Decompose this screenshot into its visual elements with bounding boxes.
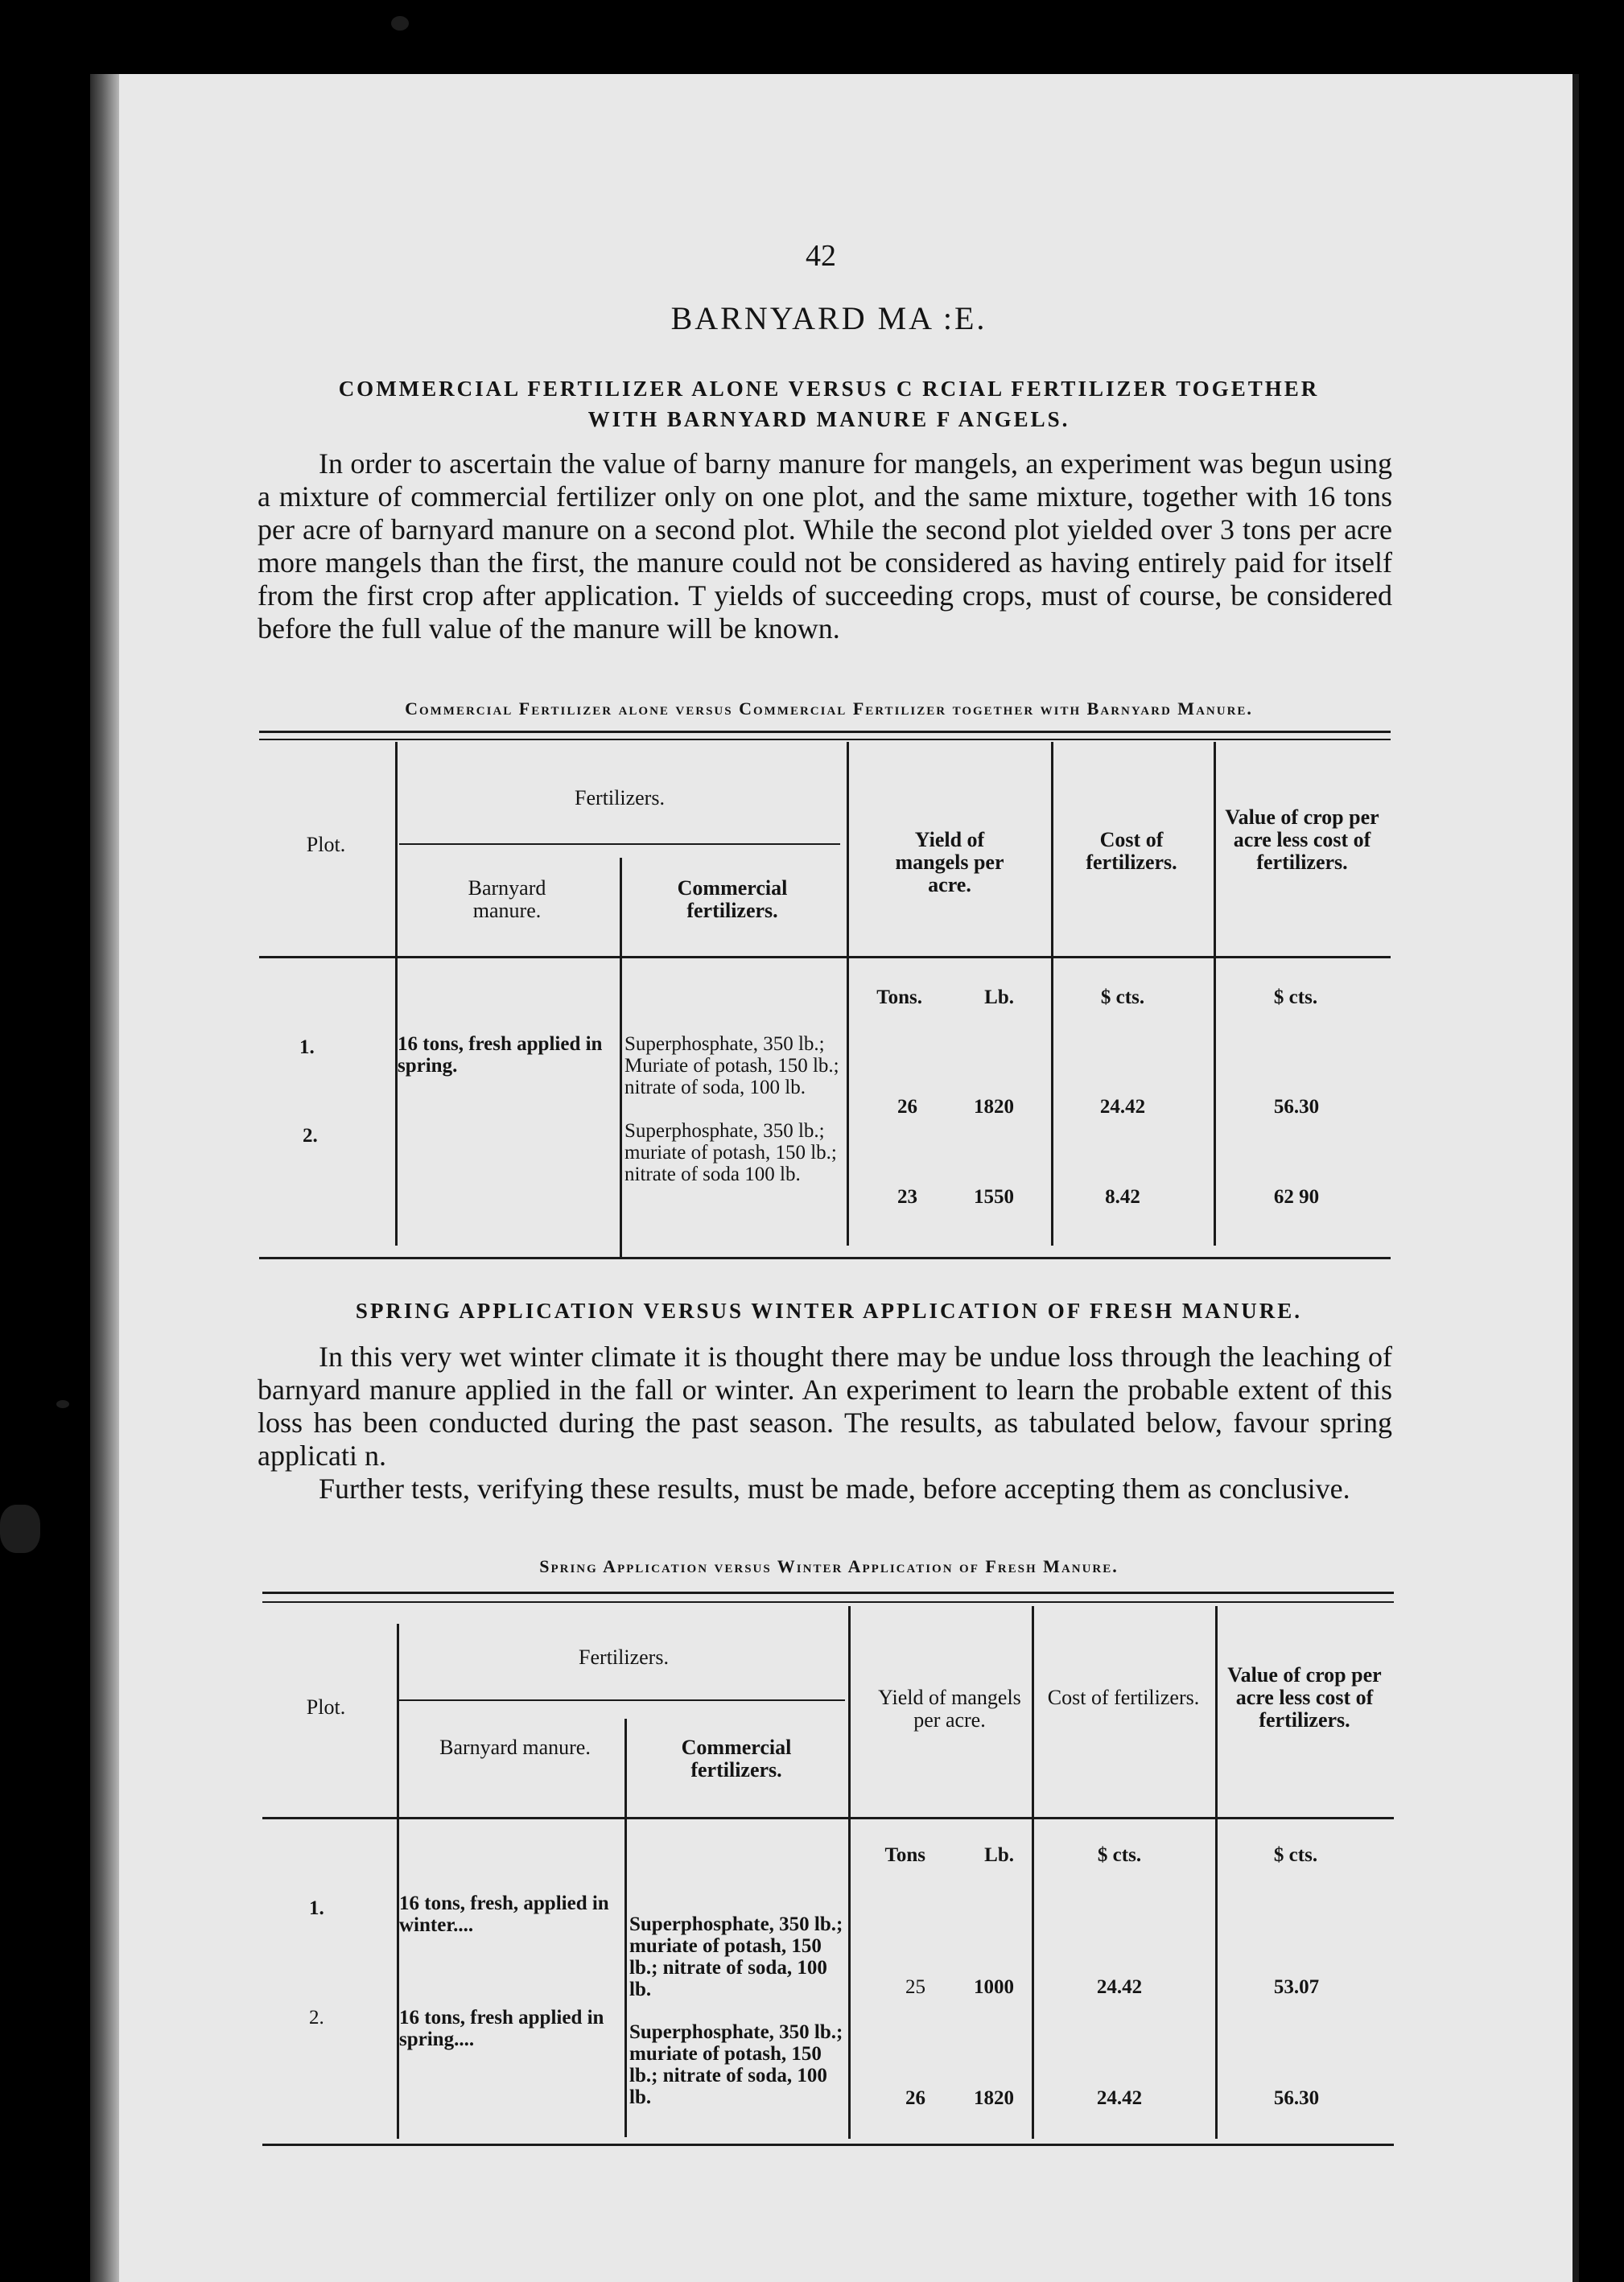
table2-col-divider: [397, 1624, 399, 2139]
table1-header-value: Value of crop per acre less cost of fertilizers.: [1225, 805, 1379, 874]
table2-row1-lb: 1000: [974, 1976, 1014, 1998]
table1-col-divider: [847, 742, 849, 1246]
table1-unit-tons: Tons.: [876, 987, 922, 1008]
table1-row1-tons: 26: [897, 1096, 917, 1118]
section1-heading-line2: WITH BARNYARD MANURE F ANGELS.: [587, 407, 1070, 431]
table2-row1-tons: 25: [905, 1976, 925, 1998]
section2-paragraph2: Further tests, verifying these results, must be made, before accepting them as conclusive.: [319, 1473, 1350, 1505]
section1-heading-line1: COMMERCIAL FERTILIZER ALONE VERSUS C RCIAL FERTILIZER TOGETHER: [338, 377, 1320, 401]
table2-col-divider: [624, 1719, 627, 2137]
scan-blot: [0, 1505, 40, 1553]
scan-speck: [56, 1400, 69, 1408]
scan-speck: [391, 16, 409, 31]
table1-top-rule: [259, 731, 1391, 733]
table2-row2-cost: 24.42: [1096, 2087, 1143, 2109]
table1-caption: Commercial Fertilizer alone versus Commercial Fertilizer together with Barnyard Manure.: [405, 698, 1253, 719]
table1-row2-value: 62 90: [1273, 1186, 1320, 1208]
table2-header-cost: Cost of fertilizers.: [1047, 1686, 1200, 1709]
table1-unit-cost: $ cts.: [1100, 987, 1145, 1008]
table1-row2-tons: 23: [897, 1186, 917, 1208]
table2-header-rule: [262, 1817, 1394, 1819]
page-number: 42: [806, 239, 836, 273]
table1-header-fertilizers: Fertilizers.: [575, 786, 665, 809]
table2-row2-tons: 26: [905, 2087, 925, 2109]
table2-row1-barnyard: 16 tons, fresh, applied in winter....: [399, 1893, 609, 1936]
section1-paragraph: [258, 447, 1392, 645]
page-gutter-shadow: [90, 74, 119, 2282]
table2-row1-value: 53.07: [1273, 1976, 1320, 1998]
table2-row1-commercial: Superphosphate, 350 lb.; muriate of potash, 150 lb.; nitrate of soda, 100 lb.: [629, 1913, 843, 2000]
table1-top-rule-inner: [259, 739, 1391, 740]
table2-row1-cost: 24.42: [1096, 1976, 1143, 1998]
table1-row2-cost: 8.42: [1105, 1186, 1140, 1208]
table1-unit-value: $ cts.: [1273, 987, 1318, 1008]
table2-bottom-rule: [262, 2144, 1394, 2146]
table1-col-divider: [620, 858, 622, 1257]
table2-top-rule-inner: [262, 1601, 1394, 1603]
table1-row2-plot: 2.: [303, 1125, 318, 1147]
table2-header-fertilizers: Fertilizers.: [579, 1646, 669, 1669]
table2-col-divider: [848, 1606, 851, 2139]
table1-header-cost: Cost of fertilizers.: [1086, 828, 1177, 874]
table1-header-barnyard: Barnyard manure.: [468, 876, 546, 922]
section2-paragraph1: In this very wet winter climate it is thought there may be undue loss through the leaching of barnyard manure applied in the fall or winter. An experiment to learn the probable extent of this loss has been conducted during the past season. The results, as tabulated below, favour spring applicati n.: [258, 1341, 1392, 1472]
table1-row1-cost: 24.42: [1099, 1096, 1146, 1118]
table2-top-rule: [262, 1592, 1394, 1594]
table1-header-plot: Plot.: [306, 833, 346, 856]
table2-row2-commercial: Superphosphate, 350 lb.; muriate of potash, 150 lb.; nitrate of soda, 100 lb.: [629, 2021, 843, 2108]
table1-row2-commercial: Superphosphate, 350 lb.; muriate of potash, 150 lb.; nitrate of soda 100 lb.: [624, 1120, 837, 1185]
table2-row2-barnyard: 16 tons, fresh applied in spring....: [399, 2007, 604, 2050]
table1-row1-plot: 1.: [299, 1036, 315, 1058]
table2-unit-cost: $ cts.: [1097, 1844, 1142, 1866]
table2-unit-tons: Tons: [884, 1844, 925, 1866]
table2-header-commercial: Commercial fertilizers.: [681, 1736, 792, 1782]
page-right-edge: [1572, 74, 1579, 2282]
section2-paragraphs: [258, 1341, 1392, 1506]
table1-header-rule: [259, 956, 1391, 958]
table2-header-barnyard: Barnyard manure.: [439, 1736, 591, 1759]
table1-row1-barnyard: 16 tons, fresh applied in spring.: [398, 1033, 603, 1077]
table2-unit-lb: Lb.: [984, 1844, 1014, 1866]
table1-col-divider: [1051, 742, 1053, 1246]
table1-row1-value: 56.30: [1273, 1096, 1320, 1118]
table2-unit-value: $ cts.: [1273, 1844, 1318, 1866]
table2-col-divider: [1032, 1606, 1034, 2139]
table2-caption: Spring Application versus Winter Application of Fresh Manure.: [539, 1556, 1119, 1576]
table2-row2-lb: 1820: [974, 2087, 1014, 2109]
table2-row2-plot: 2.: [309, 2007, 324, 2029]
table1-row2-lb: 1550: [974, 1186, 1014, 1208]
table2-header-plot: Plot.: [306, 1695, 346, 1719]
table1-col-divider: [395, 742, 398, 1246]
table1-fertilizers-rule: [399, 843, 840, 845]
table2-header-yield: Yield of mangels per acre.: [878, 1686, 1021, 1732]
section2-heading: SPRING APPLICATION VERSUS WINTER APPLICATION OF FRESH MANURE.: [355, 1299, 1303, 1323]
table2-row2-value: 56.30: [1273, 2087, 1320, 2109]
table1-col-divider: [1214, 742, 1216, 1246]
table2-fertilizers-rule: [399, 1699, 845, 1701]
table2-row1-plot: 1.: [309, 1897, 324, 1919]
table1-bottom-rule: [259, 1257, 1391, 1259]
table2-header-value: Value of crop per acre less cost of fertilizers.: [1227, 1663, 1382, 1732]
table1-header-commercial: Commercial fertilizers.: [677, 876, 788, 922]
section1-paragraph-text: In order to ascertain the value of barny manure for mangels, an experiment was begun using a mixture of commercial fertilizer only on one plot, and the same mixture, together with 16 tons per acre of barnyard manure on a second plot. While the second plot yielded over 3 tons per acre more mangels than the first, the manure could not be considered as having entirely paid for itself from the first crop after application. T yields of succeeding crops, must of course, be considered before the full value of the manure will be known.: [258, 447, 1392, 645]
table1-unit-lb: Lb.: [984, 987, 1014, 1008]
table1-header-yield: Yield of mangels per acre.: [895, 828, 1004, 896]
chapter-title: BARNYARD MA :E.: [670, 300, 987, 336]
table2-col-divider: [1215, 1606, 1218, 2139]
table1-row1-lb: 1820: [974, 1096, 1014, 1118]
table1-row1-commercial: Superphosphate, 350 lb.; Muriate of potash, 150 lb.; nitrate of soda, 100 lb.: [624, 1033, 839, 1098]
